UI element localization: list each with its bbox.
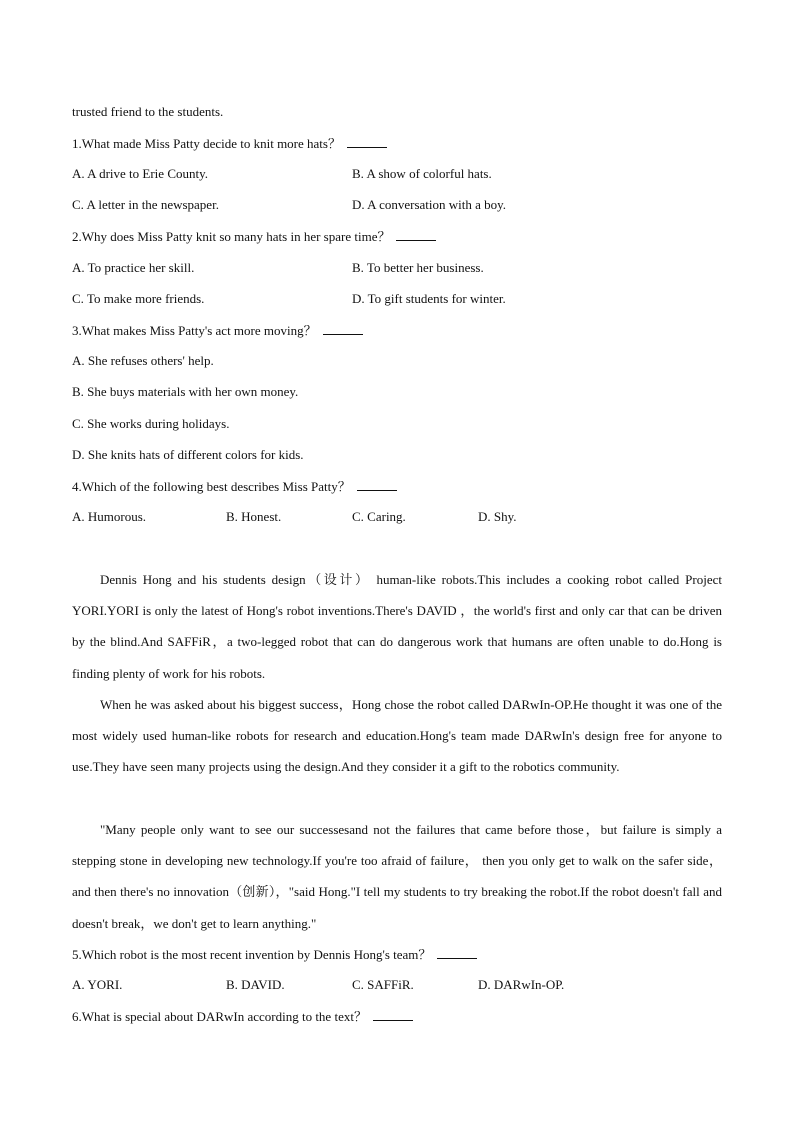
option-3a: A. She refuses others' help.	[72, 353, 214, 368]
question-5	[72, 946, 477, 963]
passage-paragraph-2: When he was asked about his biggest success，Hong chose the robot called DARwIn-OP.He thought it was one of the most widely used human-like robots for research and education.Hong's team made DARwIn's design free for anyone to use.They have seen many projects using the design.And they consider it a gift to the robotics community.	[72, 697, 722, 775]
option-3b: B. She buys materials with her own money.	[72, 384, 299, 399]
option-4a: A. Humorous.	[72, 509, 147, 524]
question-6	[72, 1008, 413, 1025]
answer-blank	[323, 322, 363, 335]
answer-blank	[357, 478, 397, 491]
option-3d: D. She knits hats of different colors for kids.	[72, 447, 304, 462]
question-3	[72, 322, 363, 339]
option-2d: D. To gift students for winter.	[352, 291, 506, 306]
answer-blank	[437, 946, 477, 959]
option-1c: C. A letter in the newspaper.	[72, 197, 219, 212]
passage-paragraph-1: Dennis Hong and his students design（设计） human-like robots.This includes a cooking robot called Project YORI.YORI is only the latest of Hong's robot inventions.There's DAVID ，the world's first and only car that can be driven by the blind.And SAFFiR，a two-legged robot that can do dangerous work that humans are often unable to do.Hong is finding plenty of work for his robots.	[72, 572, 722, 681]
question-1-text: 1.What made Miss Patty decide to knit more hats？	[72, 136, 341, 151]
option-4d: D. Shy.	[478, 509, 517, 524]
option-2a: A. To practice her skill.	[72, 260, 195, 275]
option-5a: A. YORI.	[72, 977, 123, 992]
question-4-text: 4.Which of the following best describes Miss Patty？	[72, 479, 351, 494]
question-6-text: 6.What is special about DARwIn according to the text？	[72, 1009, 367, 1024]
option-4b: B. Honest.	[226, 509, 282, 524]
answer-blank	[373, 1008, 413, 1021]
option-2c: C. To make more friends.	[72, 291, 205, 306]
option-3c: C. She works during holidays.	[72, 416, 230, 431]
intro-tail: trusted friend to the students.	[72, 104, 224, 119]
answer-blank	[347, 135, 387, 148]
option-5c: C. SAFFiR.	[352, 977, 414, 992]
question-2-text: 2.Why does Miss Patty knit so many hats in her spare time？	[72, 229, 391, 244]
passage-paragraph-3: "Many people only want to see our successesand not the failures that came before those，but failure is simply a stepping stone in developing new technology.If you're too afraid of failure， then you only get to walk on the safer side，and then there's no innovation（创新），"said Hong."I tell my students to try breaking the robot.If the robot doesn't fall and doesn't break，we don't get to learn anything."	[72, 822, 722, 931]
option-1d: D. A conversation with a boy.	[352, 197, 507, 212]
option-5b: B. DAVID.	[226, 977, 285, 992]
option-2b: B. To better her business.	[352, 260, 484, 275]
question-5-text: 5.Which robot is the most recent invention by Dennis Hong's team？	[72, 947, 432, 962]
question-3-text: 3.What makes Miss Patty's act more moving？	[72, 323, 317, 338]
answer-blank	[396, 228, 436, 241]
option-5d: D. DARwIn-OP.	[478, 977, 565, 992]
option-1a: A. A drive to Erie County.	[72, 166, 209, 181]
question-2	[72, 228, 436, 245]
option-4c: C. Caring.	[352, 509, 406, 524]
question-4	[72, 478, 397, 495]
question-1	[72, 135, 387, 152]
option-1b: B. A show of colorful hats.	[352, 166, 492, 181]
